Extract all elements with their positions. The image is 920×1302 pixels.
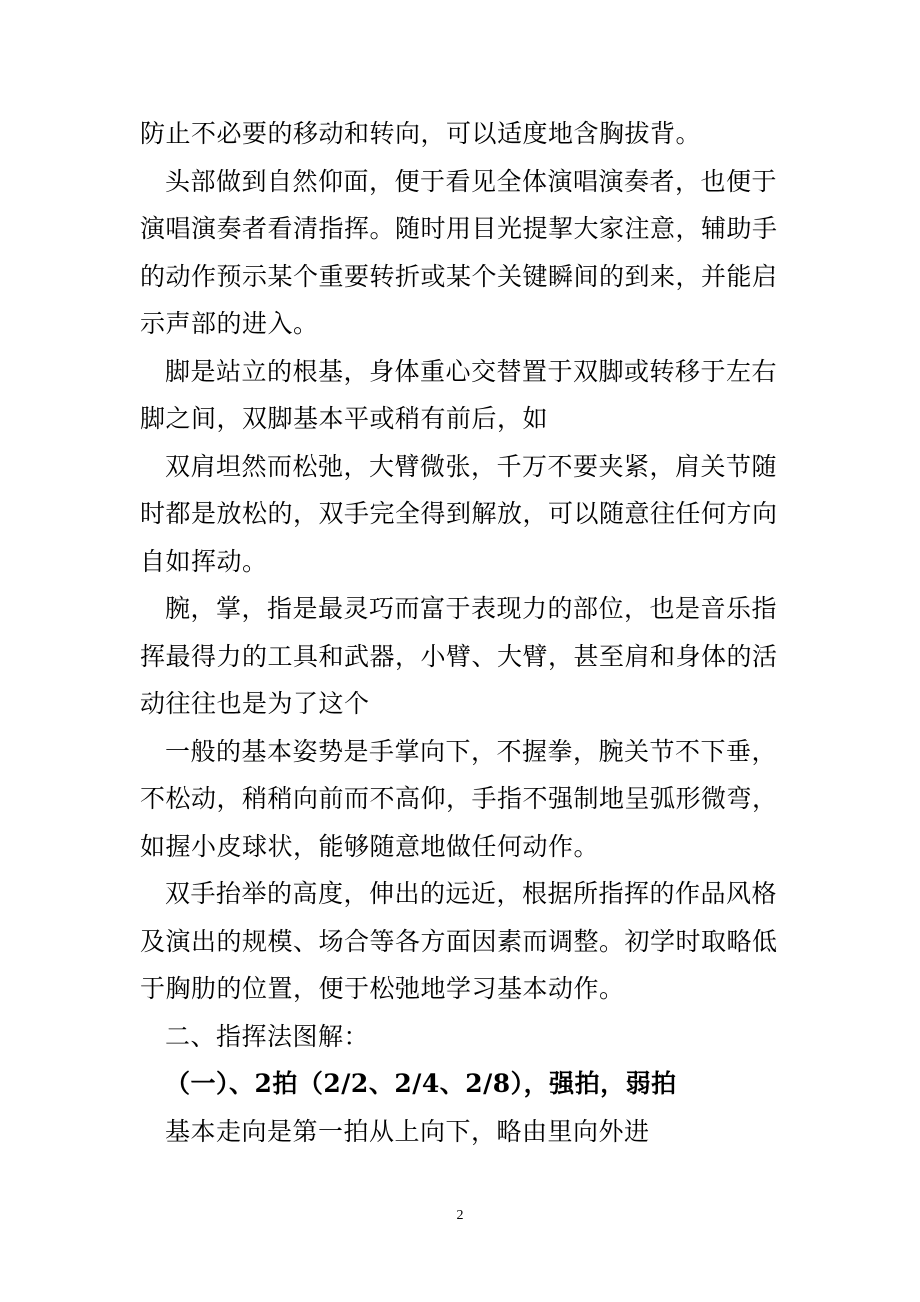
paragraph-1: 防止不必要的移动和转向，可以适度地含胸拔背。 xyxy=(140,119,702,148)
paragraph-2: 头部做到自然仰面，便于看见全体演唱演奏者，也便于演唱演奏者看清指挥。随时用目光提挈大家注意，辅助手的动作预示某个重要转折或某个关键瞬间的到来，并能启示声部的进入。 xyxy=(140,166,778,338)
paragraph-6: 一般的基本姿势是手掌向下，不握拳，腕关节不下垂，不松动，稍稍向前而不高仰，手指不强制地呈弧形微弯，如握小皮球状，能够随意地做任何动作。 xyxy=(140,736,778,861)
paragraph-3: 脚是站立的根基，身体重心交替置于双脚或转移于左右脚之间，双脚基本平或稍有前后，如 xyxy=(140,356,778,433)
paragraph-5: 腕，掌，指是最灵巧而富于表现力的部位，也是音乐指挥最得力的工具和武器，小臂、大臂，甚至肩和身体的活动往往也是为了这个 xyxy=(140,594,778,718)
section-heading: 二、指挥法图解： xyxy=(165,1021,370,1051)
subsection-heading: （一）、2拍（2/2、2/4、2/8），强拍，弱拍 xyxy=(165,1069,677,1098)
paragraph-7: 双手抬举的高度，伸出的远近，根据所指挥的作品风格及演出的规模、场合等各方面因素而调整。初学时取略低于胸肋的位置，便于松弛地学习基本动作。 xyxy=(140,879,778,1003)
paragraph-4: 双肩坦然而松弛，大臂微张，千万不要夹紧，肩关节随时都是放松的，双手完全得到解放，可以随意往任何方向自如挥动。 xyxy=(140,451,778,576)
page-number: 2 xyxy=(456,1208,464,1223)
document-body xyxy=(140,110,790,1155)
paragraph-10: 基本走向是第一拍从上向下，略由里向外进 xyxy=(165,1116,650,1146)
